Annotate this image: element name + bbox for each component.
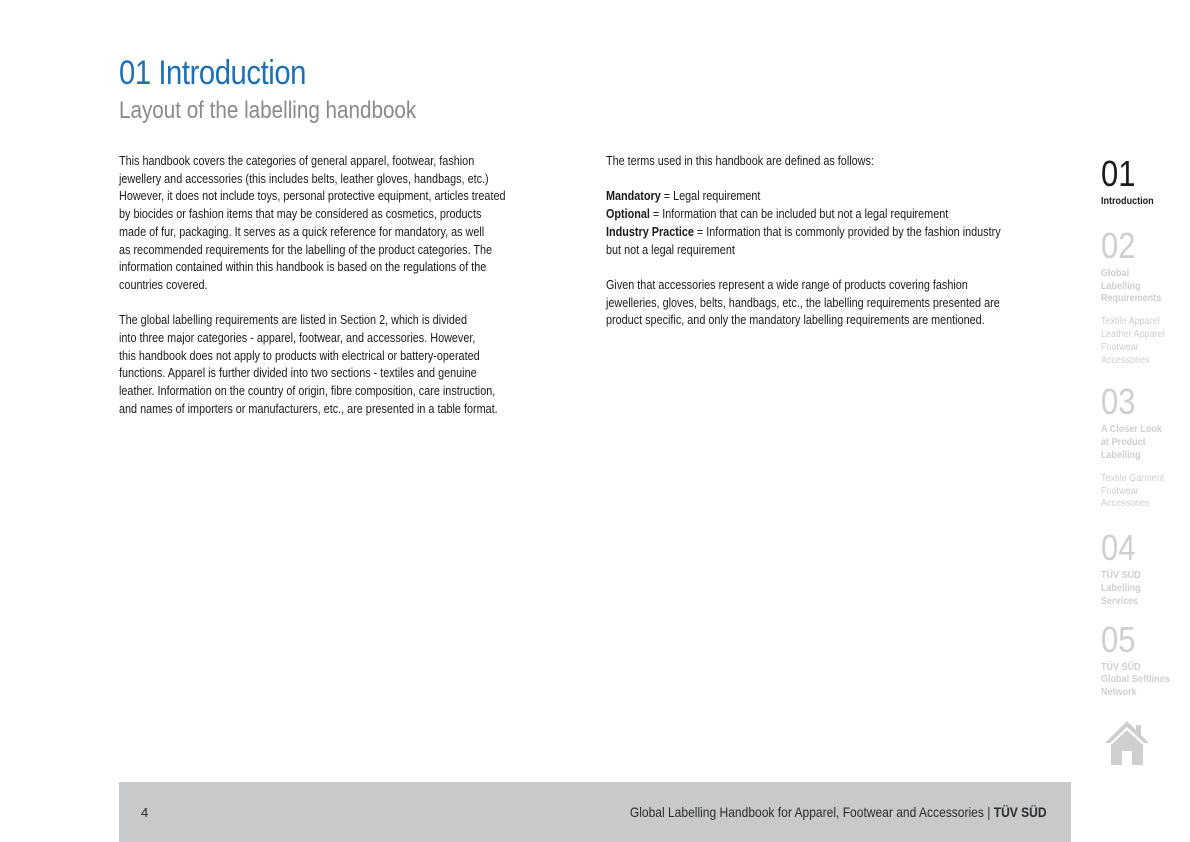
footer-brand: TÜV SÜD [994, 804, 1047, 820]
text-line: jewellery and accessories (this includes belts, leather gloves, handbags, etc.) [119, 171, 489, 186]
page-subtitle: Layout of the labelling handbook [119, 97, 417, 124]
definition-optional [606, 206, 1019, 224]
text-line: product specific, and only the mandatory labelling requirements are mentioned. [606, 313, 985, 328]
text-line: and names of importers or manufacturers, etc., are presented in a table format. [119, 401, 498, 416]
left-column [119, 153, 599, 436]
nav-subitem-leather-apparel[interactable]: Leather Apparel [1101, 327, 1165, 340]
nav-section-labelling-services[interactable] [1101, 527, 1186, 607]
nav-section-closer-look[interactable] [1101, 381, 1186, 510]
text-line: made of fur, packaging. It serves as a quick reference for mandatory, as well [119, 224, 485, 239]
nav-subitem-textile-apparel[interactable]: Textile Apparel [1101, 315, 1160, 328]
nav-subitem-footwear[interactable]: Footwear [1101, 484, 1139, 497]
text-line: into three major categories - apparel, footwear, and accessories. However, [119, 331, 476, 346]
nav-section-label: Labelling [1101, 279, 1141, 292]
nav-section-label: Global [1101, 266, 1130, 279]
text-line: as recommended requirements for the labelling of the product categories. The [119, 242, 493, 257]
nav-subitem-accessories[interactable]: Accessories [1101, 497, 1150, 510]
text-line: Given that accessories represent a wide range of products covering fashion [606, 277, 968, 292]
nav-section-softlines-network[interactable] [1101, 618, 1186, 699]
nav-section-label: Global Softlines [1101, 673, 1170, 686]
nav-subitem-accessories[interactable]: Accessories [1101, 353, 1150, 366]
term-label: Mandatory [606, 189, 661, 204]
footer-title: Global Labelling Handbook for Apparel, Footwear and Accessories [630, 804, 985, 820]
term-label: Optional [606, 207, 650, 222]
nav-section-label: A Closer Look [1101, 423, 1162, 436]
text-line: The global labelling requirements are listed in Section 2, which is divided [119, 313, 467, 328]
nav-subsections [1101, 472, 1186, 510]
footer-separator: | [984, 804, 995, 820]
nav-section-number: 02 [1101, 224, 1136, 266]
nav-section-number: 03 [1101, 381, 1136, 423]
paragraph-scope [119, 153, 599, 295]
nav-section-label: Labelling [1101, 581, 1141, 594]
nav-subsections [1101, 315, 1186, 366]
paragraph-terms-intro [606, 153, 1086, 171]
page-title: 01 Introduction [119, 54, 306, 92]
nav-section-introduction[interactable] [1101, 153, 1186, 208]
term-text: = Information that is commonly provided by the fashion industry [693, 224, 1001, 239]
text-line: information contained within this handbook is based on the regulations of the [119, 260, 487, 275]
definition-mandatory [606, 188, 1019, 206]
text-line: However, it does not include toys, personal protective equipment, articles treated [119, 189, 506, 204]
right-column [606, 153, 1086, 348]
nav-section-label: Network [1101, 686, 1137, 699]
definition-industry-practice [606, 224, 1019, 242]
nav-section-label: Labelling [1101, 448, 1141, 461]
text-line: countries covered. [119, 277, 208, 292]
paragraph-accessories [606, 277, 1086, 330]
nav-section-label: Introduction [1101, 195, 1154, 207]
term-label: Industry Practice [606, 224, 694, 239]
nav-section-number: 04 [1101, 527, 1136, 569]
nav-section-label: TÜV SÜD [1101, 569, 1141, 582]
paragraph-structure [119, 312, 599, 418]
nav-section-label: Requirements [1101, 292, 1162, 305]
section-nav [1101, 153, 1186, 713]
text-line: jewelleries, gloves, belts, handbags, etc., the labelling requirements presented are [606, 295, 1000, 310]
term-text: = Legal requirement [660, 189, 761, 204]
footer-caption [630, 804, 1047, 820]
nav-subitem-footwear[interactable]: Footwear [1101, 340, 1139, 353]
page-footer [119, 782, 1071, 842]
text-line: leather. Information on the country of origin, fibre composition, care instruction, [119, 384, 496, 399]
page-number: 4 [141, 805, 149, 820]
home-icon[interactable] [1103, 719, 1151, 767]
text-line: but not a legal requirement [606, 242, 735, 257]
nav-section-number: 01 [1101, 153, 1136, 194]
text-line: This handbook covers the categories of general apparel, footwear, fashion [119, 154, 475, 168]
nav-section-label: Services [1101, 594, 1139, 607]
text-line: by biocides or fashion items that may be considered as cosmetics, products [119, 207, 482, 222]
nav-section-global-labelling[interactable] [1101, 224, 1186, 367]
nav-subitem-textile-garment[interactable]: Textile Garment [1101, 471, 1165, 484]
text-line: functions. Apparel is further divided into two sections - textiles and genuine [119, 366, 477, 381]
nav-section-label: at Product [1101, 436, 1146, 449]
nav-section-label: TÜV SÜD [1101, 660, 1141, 673]
term-text: = Information that can be included but not a legal requirement [649, 207, 949, 222]
text-line: this handbook does not apply to products with electrical or battery-operated [119, 348, 480, 363]
text-line: The terms used in this handbook are defined as follows: [606, 154, 874, 168]
definitions-list [606, 188, 1086, 259]
nav-section-number: 05 [1101, 618, 1136, 660]
